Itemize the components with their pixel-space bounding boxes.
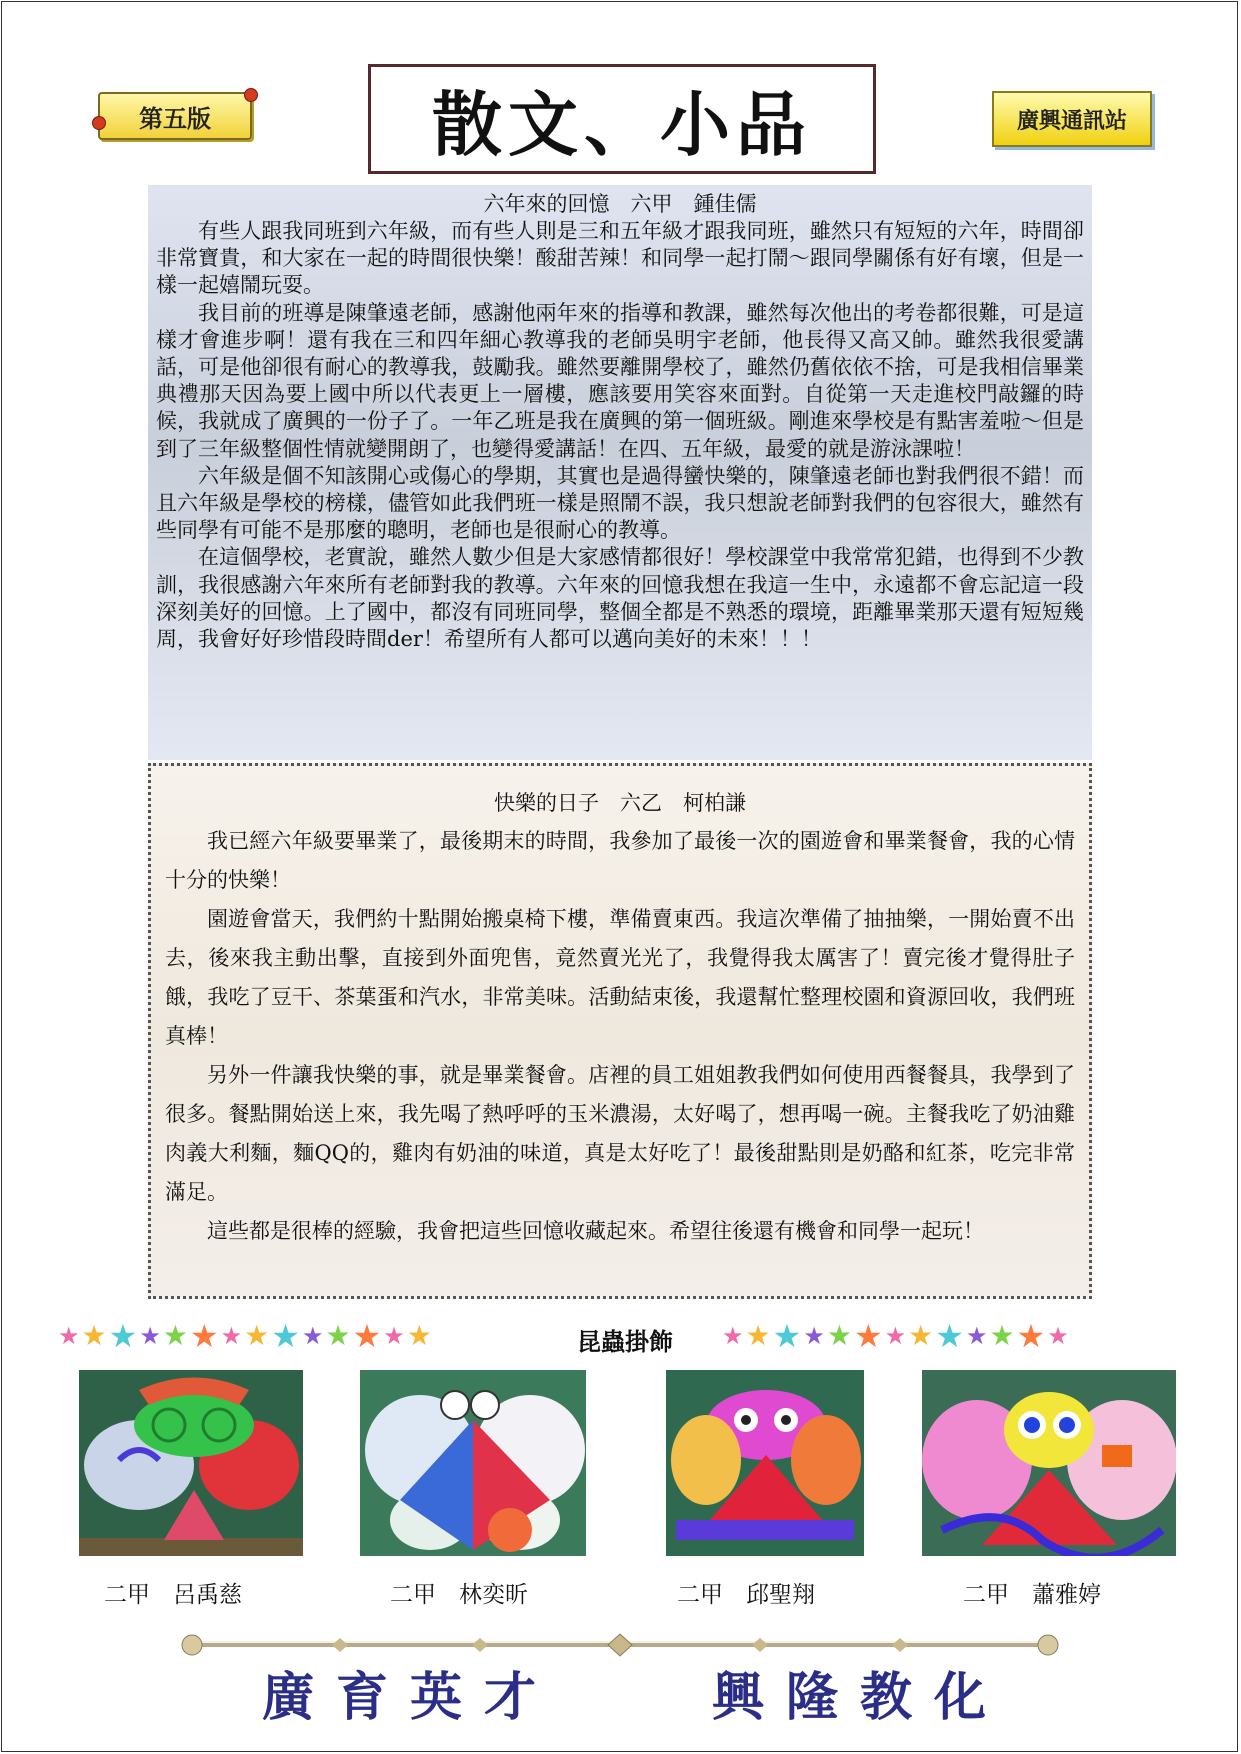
insect-craft-image bbox=[922, 1370, 1176, 1556]
artwork-photo bbox=[666, 1370, 864, 1556]
artwork-caption: 二甲 蕭雅婷 bbox=[963, 1582, 1101, 1608]
star-icon: ★ bbox=[1047, 1322, 1069, 1350]
artwork-caption: 二甲 邱聖翔 bbox=[677, 1582, 815, 1608]
essay-paragraph: 六年級是個不知該開心或傷心的學期，其實也是過得蠻快樂的，陳肇遠老師也對我們很不錯！而且六年級是學校的榜樣，儘管如此我們班一樣是照鬧不誤，我只想說老師對我們的包容很大，雖然有些同學有可能不是那麼的聰明，老師也是很耐心的教導。 bbox=[156, 463, 1084, 543]
star-icon: ★ bbox=[189, 1317, 219, 1355]
star-icon: ★ bbox=[908, 1319, 934, 1352]
essay-paragraph: 園遊會當天，我們約十點開始搬桌椅下樓，準備賣東西。我這次準備了抽抽樂，一開始賣不出去，後來我主動出擊，直接到外面兜售，竟然賣光光了，我覺得我太厲害了！賣完後才覺得肚子餓，我吃了豆干、茶葉蛋和汽水，非常美味。活動結束後，我還幫忙整理校園和資源回收，我們班真棒！ bbox=[165, 907, 1075, 1048]
insect-craft-image bbox=[360, 1370, 586, 1556]
essay-paragraph: 在這個學校，老實說，雖然人數少但是大家感情都很好！學校課堂中我常常犯錯，也得到不少教訓，我很感謝六年來所有老師對我的教導。六年來的回憶我想在我這一生中，永遠都不會忘記這一段深刻美好的回憶。上了國中，都沒有同班同學，整個全都是不熟悉的環境，距離畢業那天還有短短幾周，我會好好珍惜段時間der！希望所有人都可以邁向美好的未來！！！ bbox=[156, 545, 1084, 652]
page-title-frame bbox=[368, 64, 876, 174]
star-icon: ★ bbox=[826, 1319, 852, 1352]
star-icon: ★ bbox=[244, 1319, 270, 1352]
star-icon: ★ bbox=[162, 1319, 188, 1352]
star-icon: ★ bbox=[139, 1322, 161, 1350]
star-icon: ★ bbox=[383, 1322, 405, 1350]
essay-paragraph: 我已經六年級要畢業了，最後期末的時間，我參加了最後一次的園遊會和畢業餐會，我的心情十分的快樂！ bbox=[165, 829, 1075, 892]
artwork-photo bbox=[79, 1370, 303, 1556]
star-icon: ★ bbox=[1016, 1317, 1046, 1355]
star-icon: ★ bbox=[220, 1322, 243, 1350]
page-title: 散文、小品 bbox=[432, 83, 812, 166]
star-icon: ★ bbox=[803, 1322, 825, 1350]
star-icon: ★ bbox=[406, 1319, 432, 1352]
newsletter-badge-label: 廣興通訊站 bbox=[1016, 108, 1127, 134]
edition-tag bbox=[98, 92, 252, 140]
essay-paragraph: 另外一件讓我快樂的事，就是畢業餐會。店裡的員工姐姐教我們如何使用西餐餐具，我學到了很多。餐點開始送上來，我先喝了熱呼呼的玉米濃湯，太好喝了，想再喝一碗。主餐我吃了奶油雞肉義大利麵，麵QQ的，雞肉有奶油的味道，真是太好吃了！最後甜點則是奶酪和紅茶，吃完非常滿足。 bbox=[165, 1063, 1075, 1204]
essay-paragraph: 這些都是很棒的經驗，我會把這些回憶收藏起來。希望往後還有機會和同學一起玩！ bbox=[207, 1219, 984, 1243]
motto-right: 興隆教化 bbox=[712, 1667, 1009, 1728]
star-decoration-left bbox=[58, 1318, 432, 1354]
star-icon: ★ bbox=[745, 1319, 771, 1352]
essay-paragraph: 我目前的班導是陳肇遠老師，感謝他兩年來的指導和教課，雖然每次他出的考卷都很難，可是這樣才會進步啊！還有我在三和四年細心教導我的老師吳明宇老師，他長得又高又帥。雖然我很愛講話，可是他卻很有耐心的教導我，鼓勵我。雖然要離開學校了，雖然仍舊依依不捨，可是我相信畢業典禮那天因為要上國中所以代表更上一層樓，應該要用笑容來面對。自從第一天走進校門敲鑼的時候，我就成了廣興的一份子了。一年乙班是我在廣興的第一個班級。剛進來學校是有點害羞啦～但是到了三年級整個性情就變開朗了，也變得愛講話！在四、五年級，最愛的就是游泳課啦！ bbox=[156, 300, 1084, 461]
insect-craft-image bbox=[79, 1370, 303, 1556]
star-icon: ★ bbox=[935, 1317, 964, 1355]
ornament-dot-icon bbox=[92, 116, 106, 130]
artwork-caption: 二甲 林奕昕 bbox=[390, 1582, 528, 1608]
motto-left: 廣育英才 bbox=[262, 1667, 559, 1728]
star-icon: ★ bbox=[81, 1319, 107, 1352]
star-decoration-right bbox=[722, 1318, 1069, 1354]
star-icon: ★ bbox=[772, 1317, 802, 1355]
star-icon: ★ bbox=[884, 1322, 907, 1350]
essay-title: 六年來的回憶 六甲 鍾佳儒 bbox=[483, 192, 757, 216]
newsletter-badge bbox=[992, 91, 1152, 147]
star-icon: ★ bbox=[58, 1322, 80, 1350]
essay-memories bbox=[148, 185, 1092, 760]
gallery-title: 昆蟲掛飾 bbox=[577, 1327, 673, 1356]
ornament-dot-icon bbox=[244, 88, 258, 102]
star-icon: ★ bbox=[301, 1322, 324, 1350]
star-icon: ★ bbox=[853, 1317, 883, 1355]
star-icon: ★ bbox=[108, 1317, 138, 1355]
star-icon: ★ bbox=[965, 1322, 988, 1350]
essay-happy-days bbox=[148, 763, 1092, 1299]
star-icon: ★ bbox=[722, 1322, 744, 1350]
artwork-caption: 二甲 呂禹慈 bbox=[104, 1582, 242, 1608]
star-icon: ★ bbox=[989, 1319, 1015, 1352]
artwork-photo bbox=[922, 1370, 1176, 1556]
essay-title: 快樂的日子 六乙 柯柏謙 bbox=[494, 791, 746, 815]
artwork-photo bbox=[360, 1370, 586, 1556]
star-icon: ★ bbox=[271, 1317, 300, 1355]
essay-paragraph: 有些人跟我同班到六年級，而有些人則是三和五年級才跟我同班，雖然只有短短的六年，時間卻非常寶貴，和大家在一起的時間很快樂！酸甜苦辣！和同學一起打鬧～跟同學關係有好有壞，但是一樣一起嬉鬧玩耍。 bbox=[156, 219, 1084, 298]
insect-craft-image bbox=[666, 1370, 864, 1556]
star-icon: ★ bbox=[325, 1319, 351, 1352]
star-icon: ★ bbox=[352, 1317, 382, 1355]
edition-label: 第五版 bbox=[139, 104, 211, 133]
